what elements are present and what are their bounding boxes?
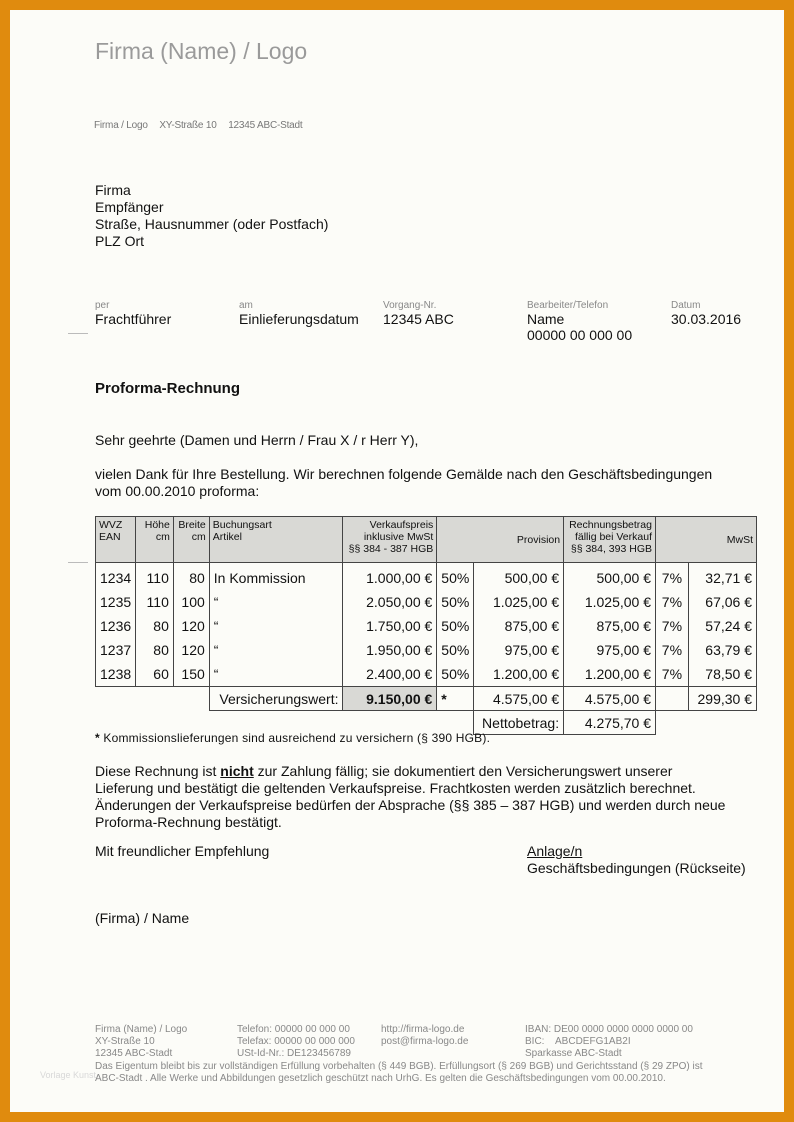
totals-provision: 4.575,00 €	[474, 687, 564, 711]
meta-value: Frachtführer	[95, 311, 172, 327]
recipient-line: PLZ Ort	[95, 233, 145, 249]
cell-provision-pct: 50%	[437, 662, 474, 687]
cell-wvz: 1236	[96, 614, 136, 638]
cell-mwst: 32,71 €	[688, 563, 756, 591]
footnote-text: Kommissionslieferungen sind ausreichend zu versichern (§ 390 HGB).	[99, 731, 491, 745]
header-rechnungsbetrag	[564, 517, 656, 563]
cell-mwst-pct: 7%	[656, 662, 689, 687]
footer-bank	[525, 1024, 693, 1060]
cell-breite: 150	[173, 662, 209, 687]
footer-text: Firma (Name) / Logo	[95, 1024, 188, 1035]
footer-contact	[237, 1024, 355, 1060]
header-text: Breite	[178, 519, 206, 531]
cell-rechnungsbetrag: 975,00 €	[564, 638, 656, 662]
cell-provision-pct: 50%	[437, 614, 474, 638]
cell-provision-pct: 50%	[437, 563, 474, 591]
sender-street: XY-Straße 10	[159, 120, 217, 131]
table-row	[96, 638, 757, 662]
header-text: Höhe	[144, 519, 170, 531]
netto-value: 4.275,70 €	[564, 711, 656, 735]
meta-datum	[671, 300, 741, 327]
cell-provision: 1.025,00 €	[474, 590, 564, 614]
meta-value: Name	[527, 311, 565, 327]
cell-wvz: 1237	[96, 638, 136, 662]
attachments	[527, 843, 746, 877]
cell-buchungsart: “	[209, 590, 343, 614]
closing: Mit freundlicher Empfehlung	[95, 843, 270, 859]
cell-provision: 875,00 €	[474, 614, 564, 638]
cell-hoehe: 80	[136, 614, 174, 638]
footer-text: Telefon: 00000 00 000 00	[237, 1024, 350, 1035]
cell-breite: 120	[173, 614, 209, 638]
header-text: EAN	[99, 531, 121, 543]
paragraph-line: Lieferung und bestätigt die geltenden Verkaufspreise. Frachtkosten werden zusätzlich berechnet.	[95, 780, 696, 796]
header-text: §§ 384, 393 HGB	[570, 543, 652, 555]
cell-buchungsart: In Kommission	[209, 563, 343, 591]
meta-value: 30.03.2016	[671, 311, 742, 327]
cell-provision: 1.200,00 €	[474, 662, 564, 687]
meta-value: Einlieferungsdatum	[239, 311, 359, 327]
recipient-line: Firma	[95, 182, 131, 198]
footer-web	[381, 1024, 468, 1048]
recipient-line: Straße, Hausnummer (oder Postfach)	[95, 216, 329, 232]
sender-address-line	[94, 120, 311, 131]
footnote	[95, 731, 490, 745]
footer-legal-line: Das Eigentum bleibt bis zur vollständigen Erfüllung vorbehalten (§ 449 BGB). Erfüllungsort (§ 269 BGB) und Gerichtsstand (§ 29 ZPO) ist	[95, 1061, 703, 1072]
cell-breite: 100	[173, 590, 209, 614]
footer-legal	[95, 1061, 703, 1085]
paragraph-emphasis: nicht	[220, 763, 254, 779]
paragraph-line: Proforma-Rechnung bestätigt.	[95, 814, 282, 830]
paragraph-line	[95, 763, 725, 780]
cell-verkaufspreis: 1.000,00 €	[343, 563, 437, 591]
footer-company	[95, 1024, 187, 1060]
fold-mark	[68, 562, 88, 563]
cell-buchungsart: “	[209, 638, 343, 662]
document-title: Proforma-Rechnung	[95, 380, 241, 397]
meta-label: Datum	[671, 300, 701, 311]
attachments-item: Geschäftsbedingungen (Rückseite)	[527, 860, 746, 876]
cell-rechnungsbetrag: 875,00 €	[564, 614, 656, 638]
cell-mwst: 67,06 €	[688, 590, 756, 614]
totals-mwst: 299,30 €	[688, 687, 756, 711]
header-text: cm	[155, 531, 170, 543]
table-header-row	[96, 517, 757, 563]
paragraph-post: zur Zahlung fällig; sie dokumentiert den Versicherungswert unserer	[253, 763, 673, 779]
cell-verkaufspreis: 2.400,00 €	[343, 662, 437, 687]
meta-bearbeiter	[527, 300, 632, 343]
cell-wvz: 1235	[96, 590, 136, 614]
header-text: Provision	[516, 533, 561, 546]
meta-vorgang	[383, 300, 454, 327]
table-row	[96, 590, 757, 614]
totals-rechnungsbetrag: 4.575,00 €	[564, 687, 656, 711]
table-row	[96, 662, 757, 687]
cell-verkaufspreis: 1.950,00 €	[343, 638, 437, 662]
cell-mwst: 78,50 €	[688, 662, 756, 687]
cell-mwst-pct: 7%	[656, 563, 689, 591]
salutation: Sehr geehrte (Damen und Herrn / Frau X / r Herr Y),	[95, 432, 419, 448]
header-breite	[173, 517, 209, 563]
document-page	[10, 10, 784, 1112]
recipient-line: Empfänger	[95, 199, 164, 215]
cell-mwst-pct: 7%	[656, 614, 689, 638]
paragraph-line: Änderungen der Verkaufspreise bedürfen der Absprache (§§ 385 – 387 HGB) und werden durch neue	[95, 797, 726, 813]
main-paragraph	[95, 763, 725, 831]
header-text: Rechnungsbetrag	[569, 519, 652, 531]
cell-provision: 975,00 €	[474, 638, 564, 662]
header-text: inklusive MwSt	[363, 531, 434, 543]
paragraph-pre: Diese Rechnung ist	[95, 763, 221, 779]
header-text: WVZ	[99, 519, 123, 531]
intro-line: vom 00.00.2010 proforma:	[95, 483, 260, 499]
cell-buchungsart: “	[209, 662, 343, 687]
cell-mwst-pct: 7%	[656, 590, 689, 614]
cell-mwst-pct: 7%	[656, 638, 689, 662]
cell-provision: 500,00 €	[474, 563, 564, 591]
cell-hoehe: 110	[136, 563, 174, 591]
cell-verkaufspreis: 2.050,00 €	[343, 590, 437, 614]
footer-text: USt-Id-Nr.: DE123456789	[237, 1048, 351, 1059]
letterhead-logo: Firma (Name) / Logo	[95, 38, 308, 64]
signature: (Firma) / Name	[95, 910, 190, 926]
footer-legal-line: ABC-Stadt . Alle Werke und Abbildungen gesetzlich geschützt nach UrhG. Es gelten die Geschäftsbedingungen vom 00.00.2010.	[95, 1073, 666, 1084]
header-text: Artikel	[212, 531, 242, 543]
footer-link[interactable]: http://firma-logo.de	[381, 1024, 465, 1035]
watermark: Vorlage Kunst	[40, 1070, 97, 1080]
header-text: cm	[191, 531, 206, 543]
table-row	[96, 563, 757, 591]
cell-rechnungsbetrag: 500,00 €	[564, 563, 656, 591]
footer-text: BIC: ABCDEFG1AB2I	[525, 1036, 631, 1047]
cell-hoehe: 80	[136, 638, 174, 662]
header-hoehe	[136, 517, 174, 563]
cell-rechnungsbetrag: 1.025,00 €	[564, 590, 656, 614]
meta-label: Bearbeiter/Telefon	[527, 300, 609, 311]
footer-text: Sparkasse ABC-Stadt	[525, 1048, 622, 1059]
intro-line: vielen Dank für Ihre Bestellung. Wir berechnen folgende Gemälde nach den Geschäftsbedingungen	[95, 466, 713, 482]
totals-star: *	[437, 687, 474, 711]
meta-label: per	[95, 300, 110, 311]
cell-rechnungsbetrag: 1.200,00 €	[564, 662, 656, 687]
cell-breite: 80	[173, 563, 209, 591]
totals-verkaufspreis: 9.150,00 €	[343, 687, 437, 711]
totals-label: Versicherungswert:	[209, 687, 343, 711]
footnote-star: *	[95, 731, 100, 745]
meta-value-phone: 00000 00 000 00	[527, 327, 633, 343]
sender-city: 12345 ABC-Stadt	[228, 120, 303, 131]
header-wvz	[96, 517, 136, 563]
header-mwst	[656, 517, 757, 563]
table-row	[96, 614, 757, 638]
footer-text: XY-Straße 10	[95, 1036, 155, 1047]
cell-buchungsart: “	[209, 614, 343, 638]
footer-text: IBAN: DE00 0000 0000 0000 0000 00	[525, 1024, 693, 1035]
cell-mwst: 57,24 €	[688, 614, 756, 638]
header-text: Buchungsart	[212, 519, 272, 531]
meta-label: Vorgang-Nr.	[383, 300, 437, 311]
cell-wvz: 1238	[96, 662, 136, 687]
cell-verkaufspreis: 1.750,00 €	[343, 614, 437, 638]
meta-label: am	[239, 300, 253, 311]
header-text: fällig bei Verkauf	[574, 531, 652, 543]
meta-am	[239, 300, 359, 327]
cell-hoehe: 110	[136, 590, 174, 614]
header-verkaufspreis	[343, 517, 437, 563]
recipient-address	[95, 182, 328, 250]
cell-provision-pct: 50%	[437, 590, 474, 614]
netto-label: Nettobetrag:	[474, 711, 564, 735]
sender-company: Firma / Logo	[94, 120, 148, 131]
header-text: Verkaufspreis	[369, 519, 434, 531]
attachments-title: Anlage/n	[527, 843, 583, 859]
footer-link[interactable]: post@firma-logo.de	[381, 1036, 469, 1047]
cell-breite: 120	[173, 638, 209, 662]
footer-text: 12345 ABC-Stadt	[95, 1048, 173, 1059]
header-buchungsart	[209, 517, 343, 563]
header-provision	[437, 517, 564, 563]
fold-mark	[68, 333, 88, 334]
footer-text: Telefax: 00000 00 000 000	[237, 1036, 355, 1047]
intro-text	[95, 466, 712, 500]
cell-wvz: 1234	[96, 563, 136, 591]
cell-mwst: 63,79 €	[688, 638, 756, 662]
totals-row	[96, 687, 757, 711]
cell-hoehe: 60	[136, 662, 174, 687]
cell-provision-pct: 50%	[437, 638, 474, 662]
meta-per	[95, 300, 171, 327]
meta-value: 12345 ABC	[383, 311, 454, 327]
header-text: §§ 384 - 387 HGB	[348, 543, 434, 555]
header-text: MwSt	[726, 533, 753, 546]
invoice-table	[95, 516, 757, 735]
